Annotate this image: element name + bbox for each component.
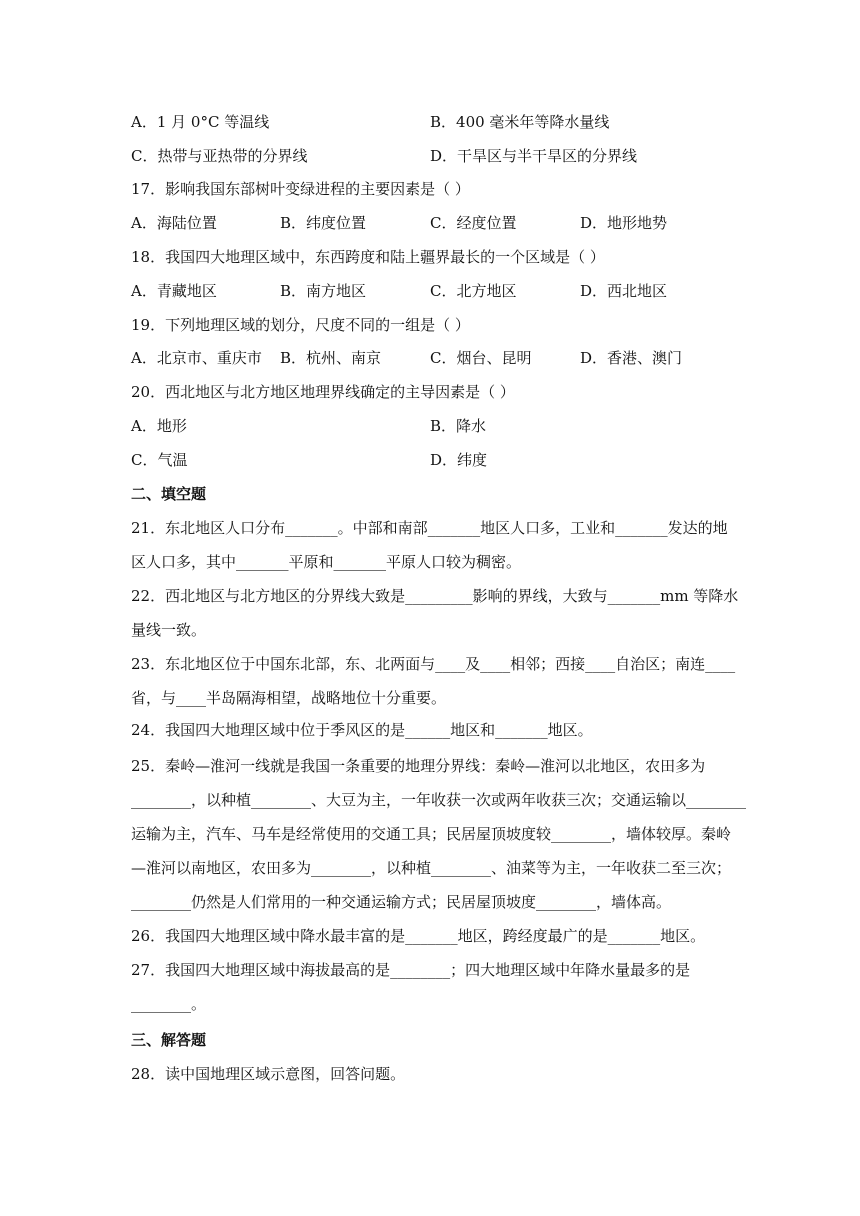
q19-stem: 19．下列地理区域的划分，尺度不同的一组是（ ）: [131, 316, 470, 334]
q25-line-1: 25．秦岭—淮河一线就是我国一条重要的地理分界线：秦岭—淮河以北地区，农田多为: [131, 757, 706, 775]
section-heading-fill-in: 二、填空题: [131, 485, 207, 503]
q25-line-3: 运输为主，汽车、马车是经常使用的交通工具；民居屋顶坡度较________，墙体较厚。秦岭: [131, 825, 732, 843]
q16-option-a: A．1 月 0°C 等温线: [131, 113, 270, 131]
q18-stem: 18．我国四大地理区域中，东西跨度和陆上疆界最长的一个区域是（ ）: [131, 248, 605, 266]
q19-option-d: D．香港、澳门: [580, 349, 683, 367]
q21-line-1: 21．东北地区人口分布_______。中部和南部_______地区人口多，工业和_______发达的地: [131, 519, 728, 537]
q16-option-c: C．热带与亚热带的分界线: [131, 147, 308, 165]
q16-option-d: D．干旱区与半干旱区的分界线: [430, 147, 638, 165]
q23-line-1: 23．东北地区位于中国东北部，东、北两面与____及____相邻；西接____自治区；南连____: [131, 655, 736, 673]
q17-option-a: A．海陆位置: [131, 214, 217, 232]
q25-line-4: —淮河以南地区，农田多为________，以种植________、油菜等为主，一年收获二至三次；: [131, 859, 732, 877]
q20-option-d: D．纬度: [430, 451, 488, 469]
q22-line-1: 22．西北地区与北方地区的分界线大致是_________影响的界线，大致与_______mm 等降水: [131, 587, 739, 605]
q20-option-a: A．地形: [131, 417, 187, 435]
q16-option-b: B．400 毫米年等降水量线: [430, 113, 610, 131]
q28-stem: 28．读中国地理区域示意图，回答问题。: [131, 1065, 406, 1083]
q20-option-b: B．降水: [430, 417, 487, 435]
q25-line-5: ________仍然是人们常用的一种交通运输方式；民居屋顶坡度________，墙体高。: [131, 893, 672, 911]
q18-option-c: C．北方地区: [430, 282, 517, 300]
q20-stem: 20．西北地区与北方地区地理界线确定的主导因素是（ ）: [131, 383, 515, 401]
q27-line-1: 27．我国四大地理区域中海拔最高的是________；四大地理区域中年降水量最多的是: [131, 961, 691, 979]
q17-option-b: B．纬度位置: [280, 214, 367, 232]
q18-option-a: A．青藏地区: [131, 282, 217, 300]
q21-line-2: 区人口多，其中_______平原和_______平原人口较为稠密。: [131, 553, 522, 571]
q18-option-b: B．南方地区: [280, 282, 367, 300]
q20-option-c: C．气温: [131, 451, 188, 469]
q24-line-1: 24．我国四大地理区域中位于季风区的是______地区和_______地区。: [131, 721, 593, 739]
q19-option-a: A．北京市、重庆市: [131, 349, 262, 367]
q19-option-b: B．杭州、南京: [280, 349, 382, 367]
q22-line-2: 量线一致。: [131, 621, 207, 639]
q17-option-c: C．经度位置: [430, 214, 517, 232]
q17-stem: 17．影响我国东部树叶变绿进程的主要因素是（ ）: [131, 180, 470, 198]
q19-option-c: C．烟台、昆明: [430, 349, 532, 367]
q27-line-2: ________。: [131, 995, 207, 1013]
section-heading-answer: 三、解答题: [131, 1031, 207, 1049]
q23-line-2: 省，与____半岛隔海相望，战略地位十分重要。: [131, 689, 447, 707]
q18-option-d: D．西北地区: [580, 282, 668, 300]
q26-line-1: 26．我国四大地理区域中降水最丰富的是_______地区，跨经度最广的是_______地区。: [131, 927, 706, 945]
q17-option-d: D．地形地势: [580, 214, 668, 232]
q25-line-2: ________，以种植________、大豆为主，一年收获一次或两年收获三次；交通运输以________: [131, 791, 747, 809]
